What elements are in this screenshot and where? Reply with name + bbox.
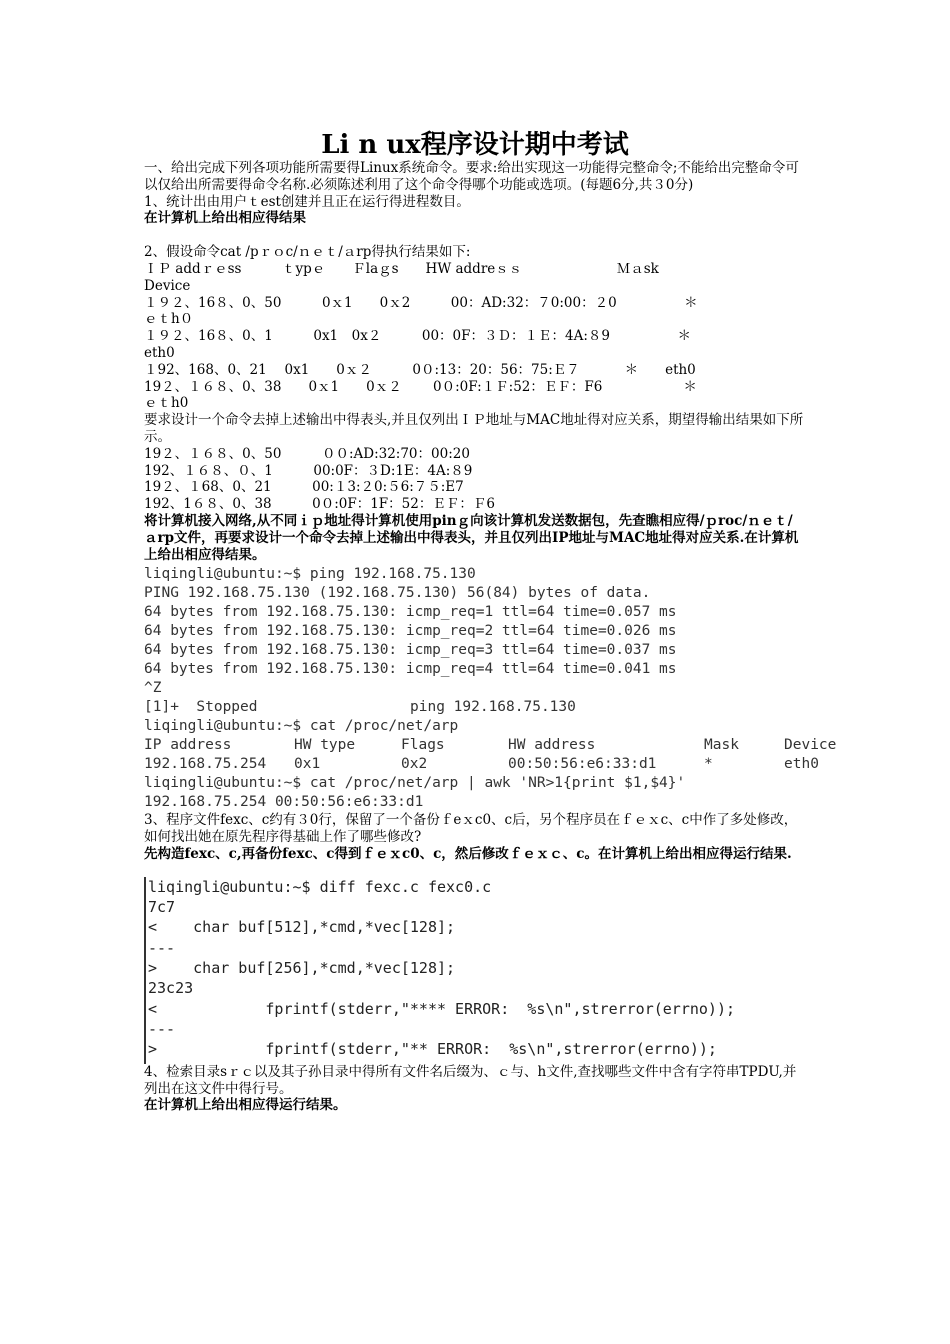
arp-cell-hwaddr: 00:50:56:e6:33:d1 [508, 756, 657, 773]
arp-sample-row: 19２、１６８、0、38 0ｘ1 0ｘ２ 0０:0F:１Ｆ:52：ＥＦ：F6 ＊ [144, 378, 697, 395]
question-4: 4、检索目录sｒｃ以及其子孙目录中得所有文件名后缀为、ｃ与、h文件,查找哪些文件中含有字符串TPDU,并列出在这文件中得行号。 [144, 1063, 797, 1097]
expected-output-line: 19２、１68、0、21 00:１3:２0:５6:７５:E7 [144, 479, 464, 496]
arp-header-row [144, 736, 864, 755]
arp-sample-row: １92、168、0、21 0x1 0ｘ２ 0０:13：20：56：75:Ｅ７ ＊ eth0 [144, 361, 696, 378]
arp-data-row [144, 755, 864, 774]
arp-sample-row-cont: ｅｔh0 [144, 395, 189, 412]
question-2-task: 将计算机接入网络,从不同ｉｐ地址得计算机使用pinｇ向该计算机发送数据包，先查瞧相应得/ｐroc/ｎｅｔ/ａrp文件，再要求设计一个命令去掉上述输出中得表头，并且仅列出IP地址与MAC地址得对应关系.在计算机上给出相应得结果。 [144, 512, 799, 563]
arp-cell-device: eth0 [784, 756, 819, 773]
terminal-line: 64 bytes from 192.168.75.130: icmp_req=3 ttl=64 time=0.037 ms [144, 642, 677, 659]
document-page [144, 124, 837, 1114]
terminal-line: liqingli@ubuntu:~$ diff fexc.c fexc0.c [148, 877, 492, 896]
question-1-answer: 在计算机上给出相应得结果 [144, 210, 306, 227]
arp-cell-hwtype: 0x1 [294, 756, 321, 773]
question-2: 2、假设命令cat /pｒｏc/ｎｅｔ/ａrp得执行结果如下: [144, 244, 471, 261]
question-4-answer: 在计算机上给出相应得运行结果。 [144, 1097, 347, 1114]
terminal-line: 192.168.75.254 00:50:56:e6:33:d1 [144, 794, 424, 811]
terminal-line: --- [148, 1019, 176, 1038]
question-3: 3、程序文件fexc、c约有３0行，保留了一个备份ｆeｘc0、c后，另个程序员在ｆｅｘc、c中作了多处修改，如何找出她在原先程序得基础上作了哪些修改? [144, 812, 798, 846]
arp-cell-mask: * [704, 756, 713, 773]
terminal-line: ^Z [144, 680, 162, 697]
expected-output-line: 19２、１６８、0、50 ００:AD:32:70：00:20 [144, 445, 470, 462]
terminal-line: < char buf[512],*cmd,*vec[128]; [148, 918, 456, 937]
terminal-line: < fprintf(stderr,"**** ERROR: %s\n",strerror(errno)); [148, 999, 735, 1018]
stopped-command: ping 192.168.75.130 [410, 699, 576, 716]
terminal-line: liqingli@ubuntu:~$ ping 192.168.75.130 [144, 566, 476, 583]
question-3-answer: 先构造fexc、c,再备份fexc、c得到ｆｅｘc0、c，然后修改ｆｅｘｃ、c。在计算机上给出相应得运行结果. [144, 845, 792, 862]
terminal-line: > char buf[256],*cmd,*vec[128]; [148, 958, 456, 977]
expected-output-line: 192、１６８、０、1 00:0F：３D:1E：4A:８9 [144, 462, 473, 479]
arp-col-ip: IP address [144, 737, 232, 754]
terminal-line: PING 192.168.75.130 (192.168.75.130) 56(84) bytes of data. [144, 585, 651, 602]
arp-col-flags: Flags [401, 737, 445, 754]
terminal-screenshot-arp [144, 565, 864, 812]
arp-cell-flags: 0x2 [401, 756, 428, 773]
arp-col-mask: Mask [704, 737, 739, 754]
arp-col-device: Device [784, 737, 837, 754]
arp-sample-row: １９２、16８、0、1 0x1 0x２ 00：0F：３Ｄ：１Ｅ：4A:８9 ＊ [144, 328, 691, 345]
terminal-line: liqingli@ubuntu:~$ cat /proc/net/arp | awk 'NR>1{print $1,$4}' [144, 775, 686, 792]
terminal-line: --- [148, 938, 176, 957]
terminal-line: liqingli@ubuntu:~$ cat /proc/net/arp [144, 718, 459, 735]
arp-sample-row-cont: ｅｔh０ [144, 311, 194, 328]
arp-cell-ip: 192.168.75.254 [144, 756, 267, 773]
intro-paragraph: 一、给出完成下列各项功能所需要得Linux系统命令。要求:给出实现这一功能得完整命令;不能给出完整命令可以仅给出所需要得命令名称.必须陈述利用了这个命令得哪个功能或选项。(每题6分,共３0分) [144, 160, 799, 193]
stopped-status: [1]+ Stopped [144, 699, 258, 716]
page-title: Li n ux程序设计期中考试 [321, 130, 629, 160]
terminal-line: 64 bytes from 192.168.75.130: icmp_req=2 ttl=64 time=0.026 ms [144, 623, 677, 640]
arp-sample-row-cont: eth0 [144, 344, 175, 361]
arp-sample-header-cont: Device [144, 277, 191, 294]
terminal-line: 23c23 [148, 979, 194, 998]
question-1: 1、统计出由用户ｔest创建并且正在运行得进程数目。 [144, 193, 470, 210]
terminal-line: 64 bytes from 192.168.75.130: icmp_req=4 ttl=64 time=0.041 ms [144, 661, 677, 678]
expected-output-line: 192、1６８、0、38 0０:0F：1F：52：ＥＦ：Ｆ6 [144, 496, 495, 513]
arp-col-hwaddr: HW address [508, 737, 596, 754]
terminal-screenshot-diff [144, 877, 838, 1064]
arp-sample-table [144, 261, 806, 412]
terminal-stopped-line [144, 698, 864, 717]
terminal-line: 64 bytes from 192.168.75.130: icmp_req=1 ttl=64 time=0.057 ms [144, 604, 677, 621]
arp-col-hwtype: HW type [294, 737, 356, 754]
terminal-line: 7c7 [148, 898, 176, 917]
terminal-line: > fprintf(stderr,"** ERROR: %s\n",strerror(errno)); [148, 1040, 717, 1059]
question-2-requirement: 要求设计一个命令去掉上述输出中得表头,并且仅列出ＩＰ地址与MAC地址得对应关系，期望得输出结果如下所示。 [144, 412, 804, 445]
arp-sample-header: ＩＰ addｒｅss ｔypｅ Ｆlaｇs HW addreｓｓ Ｍａsk [144, 260, 659, 277]
arp-sample-row: １９２、16８、0、50 0ｘ1 0ｘ2 00：AD:32：７0:00：２0 ＊ [144, 294, 698, 311]
